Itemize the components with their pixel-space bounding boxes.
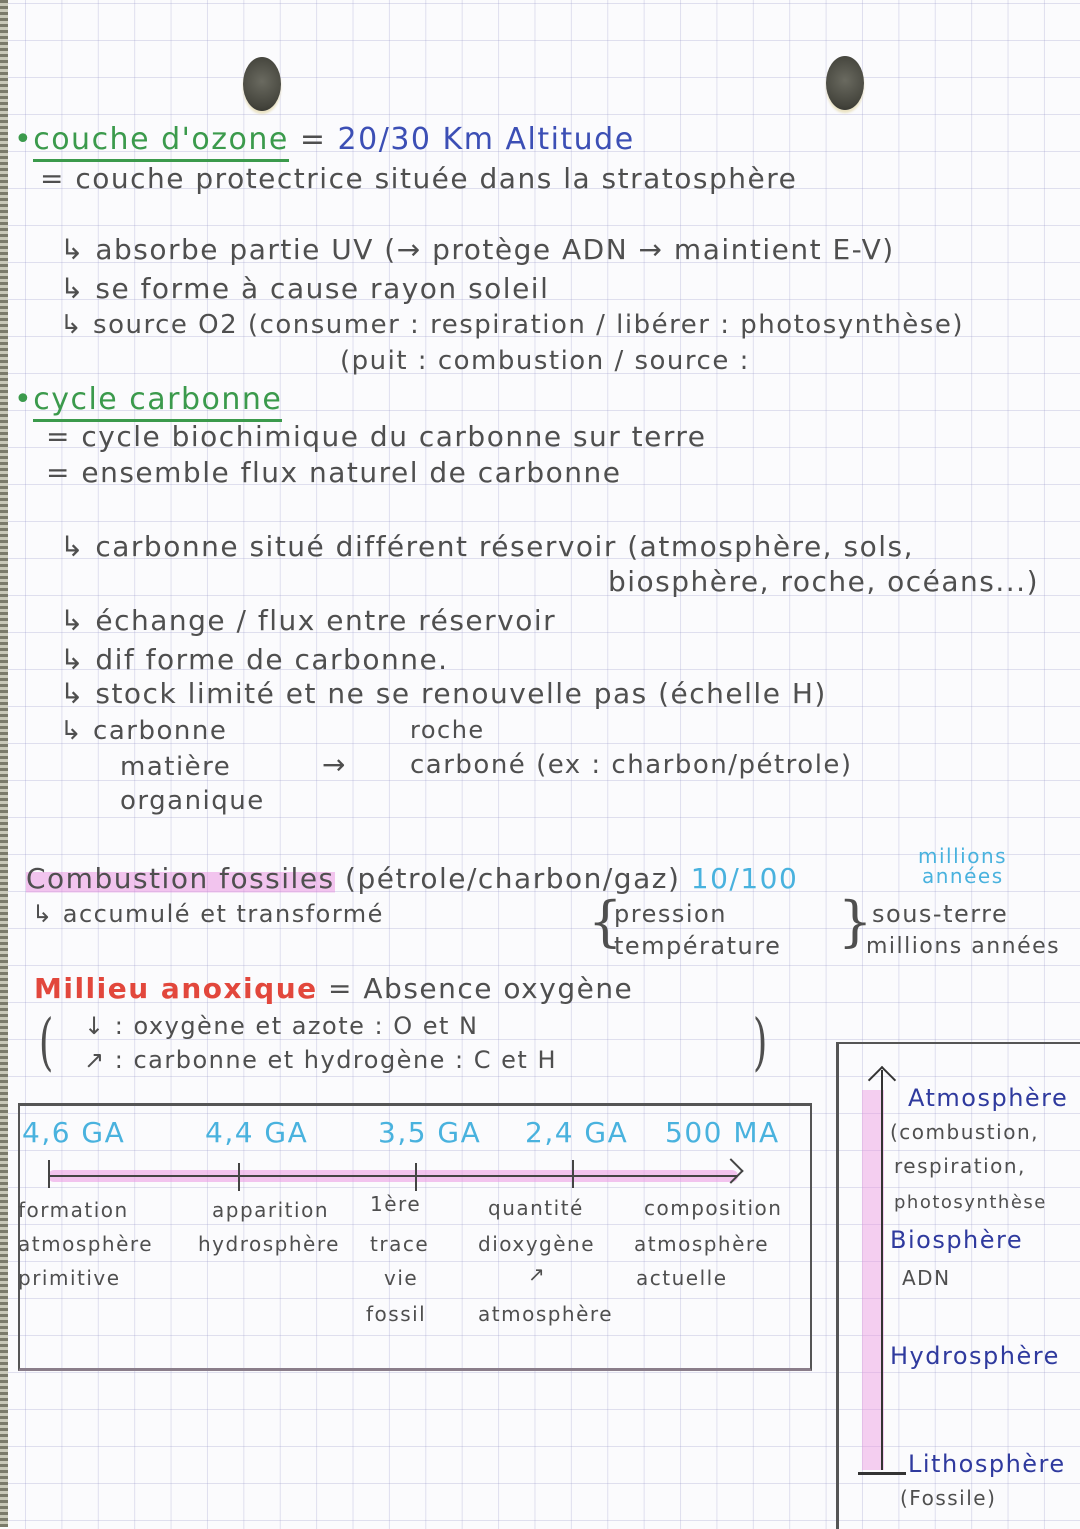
punch-hole-left [243, 57, 281, 111]
paren-left-icon: ( [38, 1005, 54, 1078]
spheres-axis [881, 1070, 883, 1470]
timeline-label-5-line-1: composition [644, 1196, 783, 1220]
timeline-date-2: 4,4 GA [205, 1116, 309, 1149]
ozone-definition: = couche protectrice située dans la stratosphère [40, 162, 798, 195]
transform-arrow-icon: → [322, 748, 347, 781]
fossil-duration-unit-2: années [922, 864, 1004, 888]
anoxic-decrease [84, 1012, 479, 1040]
timeline-label-2-line-2: hydrosphère [198, 1232, 340, 1256]
timeline-tick [415, 1163, 417, 1191]
timeline-label-3-line-4: fossil [366, 1302, 427, 1326]
anoxic-decrease-text: : oxygène et azote : O et N [114, 1012, 479, 1040]
sphere-atmosphere-detail-1: (combustion, [890, 1120, 1039, 1144]
fossil-where-2: millions années [866, 934, 1061, 959]
carbon-definition-2: = ensemble flux naturel de carbonne [46, 456, 622, 489]
sphere-atmosphere-detail-3: photosynthèse [894, 1192, 1047, 1213]
ozone-sub-point: (puit : combustion / source : [340, 346, 750, 376]
carbon-point-2: ↳ échange / flux entre réservoir [60, 604, 557, 637]
timeline-label-3-line-1: 1ère [370, 1192, 422, 1216]
carbon-point-1: ↳ carbonne situé différent réservoir (atmosphère, sols, [60, 530, 914, 563]
fossil-factor-1: pression [614, 900, 727, 928]
spheres-base [858, 1472, 906, 1475]
carbon-point-4: ↳ stock limité et ne se renouvelle pas (échelle H) [60, 677, 827, 710]
punch-hole-right [826, 56, 864, 110]
bullet-icon: • [14, 122, 34, 157]
fossil-duration: 10/100 [690, 862, 799, 895]
arrow-down-icon: ↓ [84, 1012, 106, 1040]
fossil-duration-unit-1: millions [918, 844, 1008, 868]
carbon-title: cycle carbonne [33, 382, 282, 422]
fossil-accumulated: ↳ accumulé et transformé [32, 900, 384, 928]
notebook-binding [0, 0, 8, 1527]
carbon-definition-1: = cycle biochimique du carbonne sur terre [46, 420, 707, 453]
carbon-transform-right-top: roche [410, 716, 485, 744]
carbon-heading [14, 382, 282, 417]
carbon-transform-left-2: matière [120, 752, 232, 782]
ozone-point-2: ↳ se forme à cause rayon soleil [60, 272, 550, 305]
bullet-icon: • [14, 382, 34, 417]
fossil-title: Combustion fossiles [26, 862, 335, 895]
equals-sign: = [299, 122, 327, 157]
fossil-factor-2: température [614, 932, 782, 960]
sphere-atmosphere-detail-2: respiration, [894, 1154, 1026, 1178]
brace-right-icon: } [838, 890, 873, 953]
anoxic-title: Millieu anoxique [34, 972, 318, 1005]
fossil-heading [26, 862, 798, 895]
anoxic-definition: = Absence oxygène [328, 972, 634, 1005]
anoxic-increase-text: : carbonne et hydrogène : C et H [114, 1046, 558, 1074]
timeline-label-3-line-2: trace [370, 1232, 430, 1256]
carbon-point-1-cont: biosphère, roche, océans...) [608, 565, 1040, 598]
timeline-tick [238, 1163, 240, 1191]
sphere-atmosphere: Atmosphère [908, 1084, 1069, 1112]
sphere-lithosphere-detail: (Fossile) [900, 1486, 997, 1510]
timeline-label-4-line-4: atmosphère [478, 1302, 613, 1326]
timeline-label-4-line-2: dioxygène [478, 1232, 596, 1256]
anoxic-heading [34, 972, 633, 1005]
timeline-date-5: 500 MA [665, 1116, 780, 1149]
timeline-label-5-line-3: actuelle [636, 1266, 728, 1290]
sphere-biosphere-detail: ADN [902, 1266, 951, 1290]
brace-left-icon: { [588, 890, 623, 953]
sphere-biosphere: Biosphère [890, 1226, 1024, 1254]
timeline-date-4: 2,4 GA [525, 1116, 629, 1149]
carbon-transform-right: carboné (ex : charbon/pétrole) [410, 750, 853, 780]
sphere-hydrosphere: Hydrosphère [890, 1342, 1060, 1370]
sphere-lithosphere: Lithosphère [908, 1450, 1066, 1478]
timeline-label-1-line-2: atmosphère [18, 1232, 153, 1256]
ozone-point-3: ↳ source O2 (consumer : respiration / libérer : photosynthèse) [60, 310, 964, 340]
timeline-tick [572, 1160, 574, 1188]
timeline-label-4-line-1: quantité [488, 1196, 584, 1220]
arrow-up-right-icon: ↗ [84, 1046, 106, 1074]
timeline-label-4-arrow-icon: ↗ [528, 1262, 547, 1286]
timeline-label-2-line-1: apparition [212, 1198, 329, 1222]
anoxic-increase [84, 1046, 557, 1074]
ozone-heading [14, 122, 635, 157]
timeline-tick [48, 1160, 50, 1188]
carbon-transform-left-1: ↳ carbonne [60, 716, 228, 746]
timeline-date-3: 3,5 GA [378, 1116, 482, 1149]
ozone-point-1: ↳ absorbe partie UV (→ protège ADN → maintient E-V) [60, 233, 895, 266]
timeline-date-1: 4,6 GA [22, 1116, 126, 1149]
paren-right-icon: ) [752, 1005, 768, 1078]
timeline-axis [48, 1175, 738, 1177]
carbon-transform-left-3: organique [120, 786, 265, 816]
fossil-where-1: sous-terre [872, 900, 1009, 928]
carbon-point-3: ↳ dif forme de carbonne. [60, 643, 449, 676]
timeline-label-3-line-3: vie [384, 1266, 419, 1290]
ozone-altitude: 20/30 Km Altitude [337, 122, 635, 157]
ozone-title: couche d'ozone [33, 122, 289, 162]
timeline-label-1-line-1: formation [18, 1198, 129, 1222]
timeline-label-5-line-2: atmosphère [634, 1232, 769, 1256]
fossil-detail: (pétrole/charbon/gaz) [345, 862, 681, 895]
timeline-label-1-line-3: primitive [18, 1266, 121, 1290]
